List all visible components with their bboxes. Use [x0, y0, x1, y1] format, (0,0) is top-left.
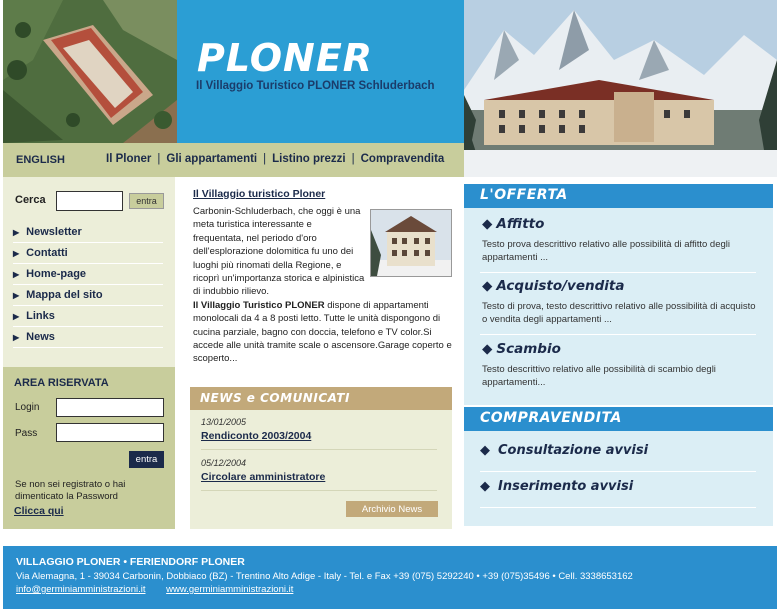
diamond-icon: ◆ [480, 479, 490, 494]
main-nav [106, 153, 444, 165]
sidebar-item-links[interactable] [13, 306, 163, 327]
main-content [175, 177, 464, 529]
offer-header [464, 184, 773, 208]
offer-item-title: Acquisto/vendita [496, 278, 625, 294]
offer-item-title: Affitto [496, 216, 545, 232]
diamond-icon: ◆ [482, 216, 493, 232]
sidebar-item-label: Newsletter [26, 226, 82, 238]
login-input[interactable] [56, 398, 164, 417]
news-panel [190, 387, 452, 529]
language-link[interactable]: ENGLISH [16, 154, 65, 166]
news-date: 05/12/2004 [201, 458, 247, 468]
logo-block [177, 0, 464, 143]
news-archive-button[interactable]: Archivio News [346, 501, 438, 517]
login-label: Login [15, 402, 40, 413]
inserimento-avvisi-link[interactable] [480, 479, 633, 494]
nav-separator: | [157, 153, 161, 165]
search-input[interactable] [56, 191, 123, 211]
offer-scambio-link[interactable] [482, 341, 561, 357]
offer-section-title: L'OFFERTA [480, 187, 568, 203]
footer-email-link[interactable]: info@germiniamministrazioni.it [16, 584, 146, 595]
intro-text [193, 205, 457, 366]
arrow-right-icon: ▶ [13, 227, 20, 237]
offer-acquisto-link[interactable] [482, 278, 624, 294]
register-hint: Se non sei registrato o hai dimenticato la Password [15, 479, 126, 502]
sale-section-title: COMPRAVENDITA [480, 410, 622, 426]
offer-item-text: Testo prova descrittivo relativo alle possibilità di affitto degli appartamenti ... [482, 239, 731, 263]
arrow-right-icon: ▶ [13, 311, 20, 321]
sidebar-item-news[interactable] [13, 327, 163, 348]
arrow-right-icon: ▶ [13, 290, 20, 300]
sidebar-item-home-page[interactable] [13, 264, 163, 285]
sale-link-label: Consultazione avvisi [498, 443, 649, 458]
news-title: NEWS e COMUNICATI [200, 391, 350, 405]
footer-address: Via Alemagna, 1 - 39034 Carbonin, Dobbiaco (BZ) - Trentino Alto Adige - Italy - Tel. e Fax +39 (075) 5292240 • +39 (075)35496 • Cell. 3338653162 [16, 571, 633, 582]
private-area-title: AREA RISERVATA [14, 377, 109, 389]
private-area-panel [3, 367, 175, 529]
arrow-right-icon: ▶ [13, 332, 20, 342]
sidebar-item-mappa-sito[interactable] [13, 285, 163, 306]
mountain-hotel-photo [464, 0, 777, 177]
arrow-right-icon: ▶ [13, 269, 20, 279]
news-header [190, 387, 452, 410]
intro-paragraph: dispone di appartamenti monolocali da 4 a 8 posti letto. Tutte le unità dispongono di cucina parziale, bagno con doccia, telefono e TV color.Si accede alle unità tramite scale o ascensore.Garage coperto e scoperto... [193, 299, 452, 365]
divider [201, 449, 437, 450]
nav-appartamenti[interactable]: Gli appartamenti [166, 153, 258, 165]
site-tagline: Il Villaggio Turistico PLONER Schluderbach [196, 80, 435, 92]
nav-il-ploner[interactable]: Il Ploner [106, 153, 152, 165]
footer-links [16, 584, 311, 595]
news-date: 13/01/2005 [201, 417, 247, 427]
footer [3, 546, 777, 609]
sidebar-item-newsletter[interactable] [13, 222, 163, 243]
intro-bold-lead: Il Villaggio Turistico PLONER [193, 299, 325, 311]
offer-item-text: Testo di prova, testo descrittivo relativo alle possibilità di acquisto o vendita degli appartamenti ... [482, 301, 756, 325]
sidebar-item-label: Mappa del sito [26, 289, 103, 301]
pass-label: Pass [15, 428, 38, 439]
sidebar-item-label: Contatti [26, 247, 68, 259]
sidebar-item-label: Home-page [26, 268, 87, 280]
arrow-right-icon: ▶ [13, 248, 20, 258]
nav-separator: | [263, 153, 267, 165]
diamond-icon: ◆ [482, 341, 493, 357]
sale-link-label: Inserimento avvisi [498, 479, 634, 494]
footer-title: VILLAGGIO PLONER • FERIENDORF PLONER [16, 556, 245, 568]
diamond-icon: ◆ [480, 443, 490, 458]
nav-separator: | [351, 153, 355, 165]
site-logo[interactable]: PLONER [197, 36, 374, 80]
register-link[interactable]: Clicca qui [14, 505, 64, 517]
diamond-icon: ◆ [482, 278, 493, 294]
divider [480, 272, 756, 273]
nav-compravendita[interactable]: Compravendita [360, 153, 445, 165]
footer-website-link[interactable]: www.germiniamministrazioni.it [166, 584, 294, 595]
nav-listino-prezzi[interactable]: Listino prezzi [272, 153, 346, 165]
right-column [464, 177, 777, 529]
hotel-aerial-photo [3, 0, 177, 143]
consultazione-avvisi-link[interactable] [480, 443, 648, 458]
password-input[interactable] [56, 423, 164, 442]
left-sidebar [3, 177, 175, 367]
login-button[interactable]: entra [129, 451, 164, 468]
search-button[interactable]: entra [129, 193, 164, 209]
news-item-link[interactable]: Circolare amministratore [201, 471, 326, 483]
sale-header [464, 407, 773, 431]
offer-affitto-link[interactable] [482, 216, 544, 232]
sidebar-item-label: Links [26, 310, 55, 322]
sidebar-menu [13, 222, 163, 348]
sale-panel [464, 431, 773, 526]
offer-item-text: Testo descrittivo relativo alle possibilità di scambio degli appartamenti... [482, 364, 716, 388]
sidebar-item-label: News [26, 331, 55, 343]
divider [480, 507, 756, 508]
divider [201, 490, 437, 491]
header [0, 0, 777, 143]
sidebar-item-contatti[interactable] [13, 243, 163, 264]
top-nav-bar [3, 143, 464, 177]
search-label: Cerca [15, 194, 46, 206]
intro-paragraph: Carbonin-Schluderbach, che oggi è una meta turistica interessante e frequentata, nel periodo d'oro dell'esplorazione dolomitica fu uno dei luoghi più rinomati della Regione, e ricoprì un'importanza storica e alpinistica di indubbio rilievo. [193, 206, 365, 298]
offer-panel [464, 208, 773, 405]
news-item-link[interactable]: Rendiconto 2003/2004 [201, 430, 312, 442]
offer-item-title: Scambio [496, 341, 561, 357]
intro-title[interactable]: Il Villaggio turistico Ploner [193, 188, 326, 200]
divider [480, 334, 756, 335]
divider [480, 471, 756, 472]
